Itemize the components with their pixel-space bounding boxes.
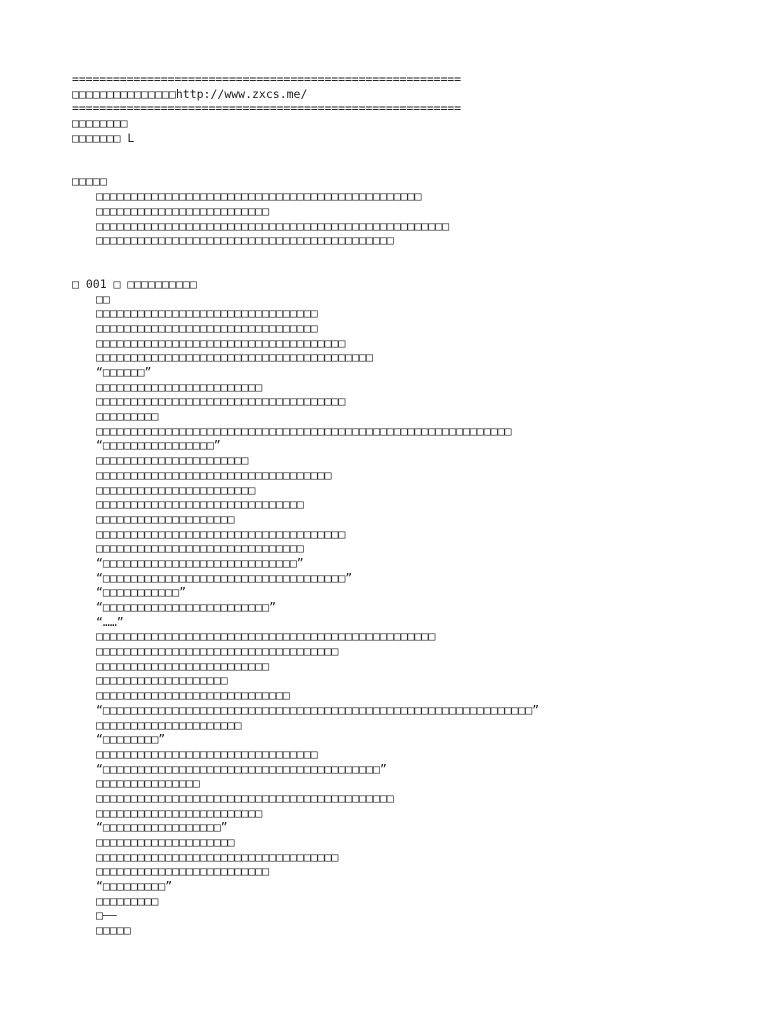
text-line: □□□□□□□□□□□□□□□□□□□□□□□□□□□□□□□□□□□□: [96, 335, 346, 350]
text-line: “……”: [96, 614, 124, 629]
text-line: □——: [96, 908, 117, 923]
text-line: □□□□□□□□□□□□□□□□□□□□□□□□□: [96, 203, 270, 218]
section-gap: [72, 145, 732, 174]
text-line: □□□□□□□□□□□□□□□□□□□□□□□□□□□□□□□□□□□□□□□□□□□□□□□: [96, 189, 422, 204]
text-line: □□□□□□□□□□□□□□□□□□□□□□□□□□□□□□□□□□□□□□□□□□□: [96, 233, 394, 248]
text-line: “□□□□□□□□□□□□□□□□”: [96, 438, 221, 453]
intro-paragraphs: [72, 189, 732, 248]
text-line: □□□□□□□□□□□□□□□□□□□: [96, 673, 228, 688]
text-line: □□□□□□□□□□□□□□□□□□□□□□□□□□□□□□□□: [96, 320, 318, 335]
text-line: □□□□□□□□□□□□□□□□□□□□□□□□□□□□□□□□□□□: [96, 849, 339, 864]
text-line: □□□□□□□□□□□□□□□□□□□□□□□□□□□□□□□□□□: [96, 467, 332, 482]
text-line: □□□□□□□□□□□□□□□□□□□□□□□□□□□□□□□□□□□□: [96, 394, 346, 409]
text-line: □□□□□□□□□□□□□□□□□□□□□□□□□□□□□□: [96, 497, 304, 512]
text-line: “□□□□□□□□□□□□□□□□□□□□□□□□□□□□”: [96, 555, 304, 570]
text-line: □□□□□□□□□: [96, 409, 159, 424]
intro-heading: □□□□□: [72, 174, 107, 189]
text-line: □□□□□□□□□□□□□□□□□□□□□□□□□□□□□□□□□□□□□□□□: [96, 350, 373, 365]
text-line: □□□□□□□□□□□□□□□□□□□□: [96, 835, 235, 849]
header-rule-bottom: =========================================================: [72, 101, 461, 116]
text-line: □□□□□□□□□□□□□□□□□□□□□□□□: [96, 379, 263, 394]
text-line: “□□□□□□□□”: [96, 732, 166, 747]
section-gap: [72, 248, 732, 277]
text-line: □□□□□: [96, 923, 131, 938]
text-line: □□□□□□□□□: [96, 893, 159, 908]
text-line: “□□□□□□□□□□□”: [96, 585, 187, 600]
text-line: □□□□□□□□□□□□□□□□□□□□□□□□□: [96, 864, 270, 879]
text-line: “□□□□□□□□□□□□□□□□□”: [96, 820, 228, 835]
text-line: “□□□□□□□□□□□□□□□□□□□□□□□□□□□□□□□□□□□□□□□□”: [96, 761, 387, 776]
text-line: □□□□□□□□□□□□□□□□□□□□□□□□□□□□□□: [96, 541, 304, 556]
text-line: □□□□□□□□□□□□□□□□□□□□□□□□□□□□□□□□□□□□: [96, 526, 346, 541]
text-line: □□□□□□□□□□□□□□□: [96, 776, 200, 791]
text-line: □□□□□□□□□□□□□□□□□□□□□□□□□□□□□□□□□□□: [96, 644, 339, 659]
site-url-line: □□□□□□□□□□□□□□□http://www.zxcs.me/: [72, 86, 308, 101]
text-line: □□□□□□□□□□□□□□□□□□□□□□□□□□□□□□□□□□□□□□□□□□□□□□□□□□□□□□□□□□□□: [96, 423, 512, 438]
text-line: “□□□□□□”: [96, 365, 152, 379]
text-line: □□□□□□□□□□□□□□□□□□□□□□□□□□□□: [96, 688, 290, 703]
text-line: “□□□□□□□□□”: [96, 879, 173, 894]
book-title: □□□□□□□□: [72, 116, 128, 131]
text-line: “□□□□□□□□□□□□□□□□□□□□□□□□□□□□□□□□□□□”: [96, 570, 353, 585]
text-line: “□□□□□□□□□□□□□□□□□□□□□□□□”: [96, 600, 277, 614]
text-line: □□□□□□□□□□□□□□□□□□□□□□□□□□□□□□□□□□□□□□□□□□□: [96, 790, 394, 805]
chapter-heading: □ 001 □ □□□□□□□□□□: [72, 276, 197, 291]
document-page: [72, 72, 732, 938]
header-rule-top: =========================================================: [72, 72, 461, 86]
text-line: □□□□□□□□□□□□□□□□□□□□□□: [96, 453, 249, 468]
text-line: □□□□□□□□□□□□□□□□□□□□□□□□□□□□□□□□: [96, 306, 318, 321]
text-line: □□□□□□□□□□□□□□□□□□□□□□□□□□□□□□□□□□□□□□□□□□□□□□□□□□□: [96, 218, 450, 233]
text-line: □□: [96, 291, 110, 306]
chapter-body: [72, 292, 732, 938]
text-line: □□□□□□□□□□□□□□□□□□□□□□□□□: [96, 658, 270, 673]
text-line: □□□□□□□□□□□□□□□□□□□□□: [96, 717, 242, 732]
text-line: □□□□□□□□□□□□□□□□□□□□□□□□: [96, 805, 263, 820]
text-line: □□□□□□□□□□□□□□□□□□□□□□□□□□□□□□□□□□□□□□□□□□□□□□□□□: [96, 629, 436, 644]
book-author: □□□□□□□ L: [72, 130, 135, 145]
text-line: □□□□□□□□□□□□□□□□□□□□□□□□□□□□□□□□: [96, 746, 318, 761]
text-line: □□□□□□□□□□□□□□□□□□□□: [96, 511, 235, 526]
text-line: “□□□□□□□□□□□□□□□□□□□□□□□□□□□□□□□□□□□□□□□□□□□□□□□□□□□□□□□□□□□□□□”: [96, 702, 540, 717]
text-line: □□□□□□□□□□□□□□□□□□□□□□□: [96, 482, 256, 497]
